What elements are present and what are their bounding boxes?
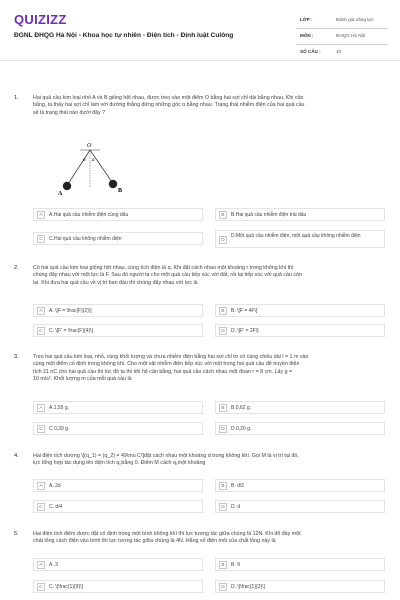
- option-text: A. \[F = \frac{F}{2}\]: [49, 308, 92, 314]
- option-key: B: [219, 404, 227, 412]
- option-a[interactable]: [33, 479, 203, 492]
- option-a[interactable]: [33, 401, 203, 414]
- option-c[interactable]: [33, 580, 203, 593]
- question-line: Hai điện tích điểm được đặt cố định trong một bình không khí thì lực tương tác giữa chúng là 12N. Khi đổ đầy một: [33, 531, 301, 537]
- question-line: Hai quả cầu kim loại nhỏ A và B giống hệt nhau, được treo vào một điểm O bằng hai sợi chỉ dài bằng nhau. Khi cân: [33, 95, 304, 101]
- meta-value: Đánh giá năng lực: [336, 17, 374, 22]
- question-line: Hai điện tích dương \[(q_1) = (q_2) = 49\mu C\]đặt cách nhau một khoảng d trong không khí. Gọi M là vị trí tại đó,: [33, 453, 299, 459]
- option-text: B. d/2: [231, 483, 245, 489]
- pivot-label: O: [87, 143, 92, 149]
- ball-b-label: B: [118, 188, 123, 194]
- question-text: [33, 453, 388, 468]
- option-a[interactable]: [33, 208, 203, 221]
- option-text: B.Hai quả cầu nhiễm điện trái dấu: [231, 212, 307, 218]
- option-c[interactable]: [33, 324, 203, 337]
- meta-value: ĐHQG Hà Nội: [336, 33, 366, 38]
- option-d[interactable]: [215, 580, 385, 593]
- ball-a: [63, 182, 71, 190]
- question-line: lực tổng hợp tác dụng lên điện tích q₀bằng 0. Điểm M cách q₁một khoảng: [33, 460, 206, 467]
- option-text: C. d/4: [49, 504, 63, 510]
- angle-right-label: α: [92, 158, 95, 163]
- option-key: D: [219, 503, 227, 511]
- question-line: 10 m/s². Khối lượng m của mỗi quả cầu là: [33, 376, 132, 383]
- question-number: 1.: [14, 95, 19, 101]
- option-c[interactable]: [33, 500, 203, 513]
- option-text: C.0,39 g.: [49, 426, 70, 432]
- question-line: sẽ là trạng thái nào dưới đây ?: [33, 109, 106, 116]
- ball-b: [109, 180, 117, 188]
- meta-value: 10: [336, 49, 342, 54]
- option-text: A.1,55 g.: [49, 405, 70, 411]
- question-line: bằng, ta thấy hai sợi chỉ làm với đường thẳng đứng những góc α bằng nhau. Trạng thái nhiễm điện của hai quả cầu: [33, 102, 305, 109]
- question-line: Có hai quả cầu kim loại giống hệt nhau, cùng tích điện là q. Khi đặt cách nhau một khoảng r trong không khí thì: [33, 265, 294, 271]
- option-b[interactable]: [215, 401, 385, 414]
- option-key: B: [219, 561, 227, 569]
- option-text: B. \[F = 4F\]: [231, 308, 258, 314]
- meta-key: MÔN :: [300, 33, 314, 38]
- option-a[interactable]: [33, 558, 203, 571]
- option-key: C: [37, 235, 45, 243]
- question-text: [33, 354, 388, 384]
- meta-key: LỚP :: [300, 17, 313, 22]
- option-c[interactable]: [33, 422, 203, 435]
- option-key: B: [219, 482, 227, 490]
- meta-row-count: [296, 45, 388, 61]
- option-c[interactable]: [33, 232, 203, 245]
- option-key: D: [219, 425, 227, 433]
- quizizz-logo: QUIZIZZ: [14, 12, 67, 27]
- option-b[interactable]: [215, 304, 385, 317]
- question-number: 4.: [14, 453, 19, 459]
- option-b[interactable]: [215, 558, 385, 571]
- question-text: [33, 265, 388, 287]
- option-key: B: [219, 211, 227, 219]
- option-text: C. \[\frac{1}{9}\]: [49, 584, 83, 590]
- option-key: A: [37, 307, 45, 315]
- option-key: D: [219, 583, 227, 591]
- question-text: [33, 95, 388, 117]
- question-line: cùng một điểm cố định trong không khí. Cho một vật nhiễm điện tiếp xúc với một trong hai quả cầu để truyền điện: [33, 361, 300, 368]
- question-line: chúng đẩy nhau với một lực là F. Sau đó người ta cho một quả cầu tiếp xúc với đất, rồi lại tiếp xúc với quả cầu còn: [33, 272, 302, 279]
- option-key: D: [219, 327, 227, 335]
- document-title: ĐGNL ĐHQG Hà Nội - Khoa học tự nhiên - Điện tích - Định luật Culông: [14, 32, 234, 39]
- option-d[interactable]: [215, 500, 385, 513]
- meta-key: SỐ CÂU :: [300, 49, 321, 54]
- question-text: [33, 531, 388, 546]
- option-d[interactable]: [215, 324, 385, 337]
- option-text: D. \[F' = 2F\]: [231, 328, 259, 334]
- header-divider: [0, 60, 400, 61]
- option-text: D. d: [231, 504, 241, 510]
- option-text: A. 3: [49, 562, 58, 568]
- question-line: Treo hai quả cầu kim loại, nhỏ, cùng khối lượng và chưa nhiễm điện bằng hai sợi chỉ tơ có cùng chiều dài l = 1 m vào: [33, 354, 309, 360]
- angle-left-label: α: [83, 158, 86, 163]
- option-text: B. 9: [231, 562, 240, 568]
- option-key: C: [37, 503, 45, 511]
- option-d[interactable]: [215, 230, 385, 248]
- string-right: [90, 150, 112, 182]
- ball-a-label: A: [58, 191, 63, 197]
- option-text: C. \[F' = \frac{F}{4}\]: [49, 328, 93, 334]
- option-d[interactable]: [215, 422, 385, 435]
- option-text: A. 2d: [49, 483, 61, 489]
- option-text: D.0,20 g.: [231, 426, 252, 432]
- option-a[interactable]: [33, 304, 203, 317]
- option-b[interactable]: [215, 479, 385, 492]
- pendulum-diagram: [40, 143, 160, 198]
- question-number: 3.: [14, 354, 19, 360]
- option-key: C: [37, 425, 45, 433]
- option-key: C: [37, 327, 45, 335]
- option-key: A: [37, 482, 45, 490]
- option-key: A: [37, 211, 45, 219]
- option-text: D.Một quả cầu nhiễm điện, một quả cầu không nhiễm điện: [231, 233, 361, 239]
- meta-table: [296, 13, 388, 61]
- option-key: A: [37, 404, 45, 412]
- option-text: D. \[\frac{1}{3}\]: [231, 584, 265, 590]
- option-key: A: [37, 561, 45, 569]
- option-text: C.Hai quả cầu không nhiễm điện: [49, 236, 122, 242]
- question-line: chất lỏng cách điện vào bình thì lực tương tác giữa chúng là 4N. Hằng số điện môi của chất lỏng này là: [33, 538, 276, 545]
- question-number: 5.: [14, 531, 19, 537]
- option-b[interactable]: [215, 208, 385, 221]
- option-key: C: [37, 583, 45, 591]
- option-key: B: [219, 307, 227, 315]
- meta-row-subject: [296, 29, 388, 45]
- option-key: D: [219, 236, 227, 244]
- question-number: 2.: [14, 265, 19, 271]
- question-line: lại. Khi đưa hai quả cầu về vị trí ban đầu thì chúng đẩy nhau với lực là: [33, 279, 198, 286]
- question-line: tích 21 nC cho hai quả cầu thì lúc đó ta thì khi hệ cân bằng, hai quả cầu cách nhau một đoạn r = 8 cm. Lấy g =: [33, 368, 293, 375]
- meta-row-class: [296, 13, 388, 29]
- option-text: B.0,62 g.: [231, 405, 252, 411]
- option-text: A.Hai quả cầu nhiễm điện cùng dấu: [49, 212, 129, 218]
- string-left: [68, 150, 90, 184]
